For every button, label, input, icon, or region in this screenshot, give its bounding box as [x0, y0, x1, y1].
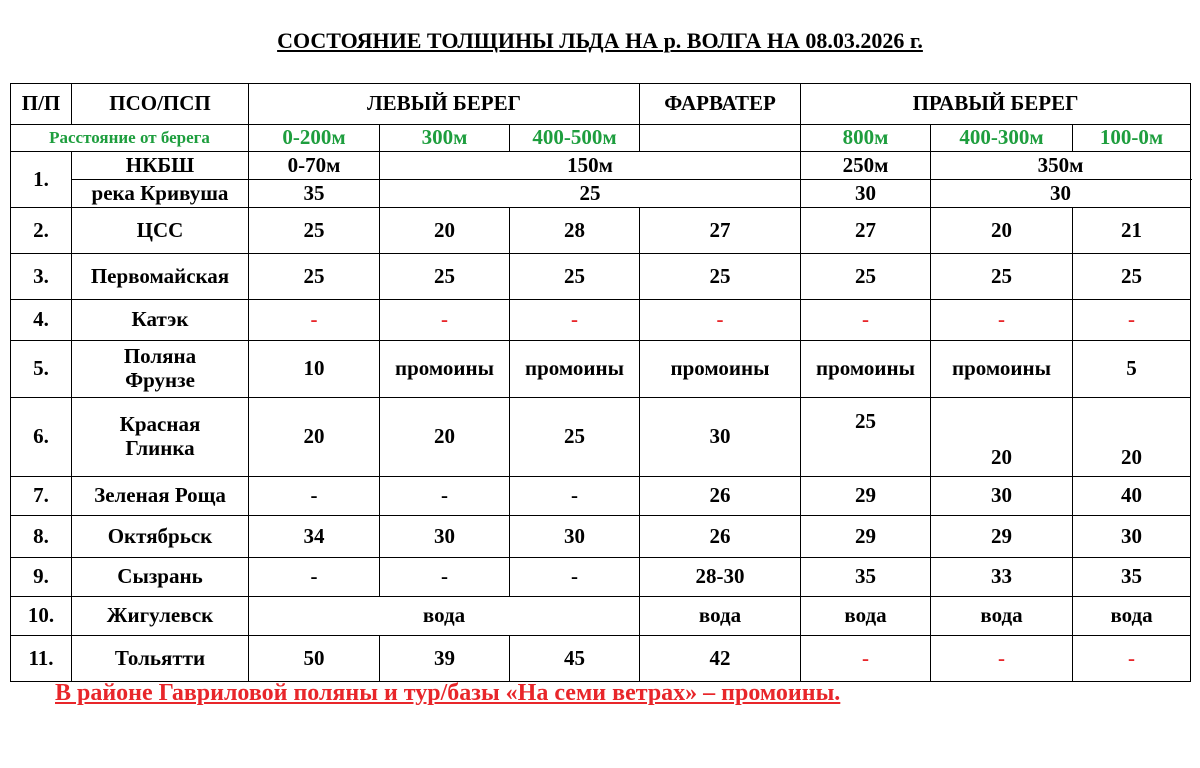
cell: -	[510, 477, 640, 516]
row-number: 8.	[11, 516, 72, 558]
distance-cell	[640, 125, 801, 152]
station-name	[72, 341, 249, 398]
cell: 30	[801, 180, 931, 208]
row-number: 5.	[11, 341, 72, 398]
table-row	[11, 597, 1191, 636]
table-row	[11, 254, 1191, 300]
station-name: Октябрьск	[72, 516, 249, 558]
cell: 33	[931, 558, 1073, 597]
cell: промоины	[380, 341, 510, 398]
station-name: Сызрань	[72, 558, 249, 597]
header-pso: ПСО/ПСП	[72, 84, 249, 125]
row-number: 7.	[11, 477, 72, 516]
cell: 30	[931, 180, 1191, 208]
cell: 50	[249, 636, 380, 682]
header-row	[11, 84, 1191, 125]
cell: 21	[1073, 208, 1191, 254]
table-row	[11, 516, 1191, 558]
distance-cell: 400-500м	[510, 125, 640, 152]
distance-cell: 400-300м	[931, 125, 1073, 152]
table-row	[11, 398, 1191, 477]
station-name-line: Глинка	[125, 436, 195, 460]
cell: 25	[801, 398, 931, 477]
row-number: 11.	[11, 636, 72, 682]
cell: 30	[640, 398, 801, 477]
station-name: Жигулевск	[72, 597, 249, 636]
cell: 20	[380, 208, 510, 254]
station-name: Зеленая Роща	[72, 477, 249, 516]
cell: 35	[249, 180, 380, 208]
station-name-line: Красная	[119, 412, 201, 437]
cell: 25	[801, 254, 931, 300]
cell: вода	[801, 597, 931, 636]
cell: -	[510, 558, 640, 597]
cell: 30	[510, 516, 640, 558]
row-number: 3.	[11, 254, 72, 300]
cell: -	[1073, 300, 1191, 341]
cell: 35	[1073, 558, 1191, 597]
distance-cell: 800м	[801, 125, 931, 152]
cell: -	[380, 477, 510, 516]
cell: 10	[249, 341, 380, 398]
cell: 25	[931, 254, 1073, 300]
cell: 40	[1073, 477, 1191, 516]
cell: 250м	[801, 152, 931, 180]
cell: 26	[640, 516, 801, 558]
cell: вода	[931, 597, 1073, 636]
cell: -	[510, 300, 640, 341]
distance-cell: 300м	[380, 125, 510, 152]
cell: 25	[510, 254, 640, 300]
cell: 42	[640, 636, 801, 682]
cell: 26	[640, 477, 801, 516]
header-num: П/П	[11, 84, 72, 125]
row-number: 1.	[11, 152, 72, 208]
cell: 25	[249, 208, 380, 254]
cell: промоины	[801, 341, 931, 398]
distance-cell: 0-200м	[249, 125, 380, 152]
cell: 20	[931, 398, 1073, 477]
cell: 25	[1073, 254, 1191, 300]
table-row	[11, 152, 1191, 180]
station-name: НКБШ	[72, 152, 249, 180]
station-name: ЦСС	[72, 208, 249, 254]
warning-note: В районе Гавриловой поляны и тур/базы «На семи ветрах» – промоины.	[55, 680, 841, 706]
header-right-bank: ПРАВЫЙ БЕРЕГ	[801, 84, 1191, 125]
ice-thickness-table	[10, 83, 1191, 682]
cell: -	[1073, 636, 1191, 682]
table-row	[11, 636, 1191, 682]
station-name	[72, 398, 249, 477]
table-row	[11, 341, 1191, 398]
cell: вода	[640, 597, 801, 636]
cell: 30	[380, 516, 510, 558]
cell: 27	[640, 208, 801, 254]
header-left-bank: ЛЕВЫЙ БЕРЕГ	[249, 84, 640, 125]
cell: вода	[249, 597, 640, 636]
distance-row	[11, 125, 1191, 152]
cell: 29	[931, 516, 1073, 558]
cell: -	[640, 300, 801, 341]
cell: -	[249, 558, 380, 597]
cell: 20	[249, 398, 380, 477]
distance-cell: 100-0м	[1073, 125, 1191, 152]
cell: 25	[380, 254, 510, 300]
cell: 29	[801, 516, 931, 558]
cell: 34	[249, 516, 380, 558]
table-row	[11, 558, 1191, 597]
cell: промоины	[640, 341, 801, 398]
cell: 20	[380, 398, 510, 477]
row-number: 4.	[11, 300, 72, 341]
table-row	[11, 180, 1191, 208]
cell: -	[380, 558, 510, 597]
cell: -	[801, 300, 931, 341]
table-row	[11, 477, 1191, 516]
row-number: 10.	[11, 597, 72, 636]
cell: 350м	[931, 152, 1191, 180]
distance-label: Расстояние от берега	[11, 125, 249, 152]
cell: 27	[801, 208, 931, 254]
cell: 35	[801, 558, 931, 597]
cell: -	[249, 300, 380, 341]
cell: 45	[510, 636, 640, 682]
station-name: река Кривуша	[72, 180, 249, 208]
header-fairway: ФАРВАТЕР	[640, 84, 801, 125]
cell: промоины	[510, 341, 640, 398]
cell: 25	[510, 398, 640, 477]
cell: 25	[640, 254, 801, 300]
row-number: 9.	[11, 558, 72, 597]
cell: 20	[931, 208, 1073, 254]
station-name: Катэк	[72, 300, 249, 341]
page-title: СОСТОЯНИЕ ТОЛЩИНЫ ЛЬДА НА р. ВОЛГА НА 08.03.2026 г.	[277, 28, 923, 53]
station-name: Тольятти	[72, 636, 249, 682]
station-name-line: Поляна	[123, 344, 197, 369]
station-name-line: Фрунзе	[125, 368, 195, 392]
cell: 28	[510, 208, 640, 254]
cell: 150м	[380, 152, 801, 180]
cell: -	[249, 477, 380, 516]
table-row	[11, 208, 1191, 254]
cell: 0-70м	[249, 152, 380, 180]
cell: -	[801, 636, 931, 682]
cell: вода	[1073, 597, 1191, 636]
cell: промоины	[931, 341, 1073, 398]
cell: 25	[249, 254, 380, 300]
cell: 30	[931, 477, 1073, 516]
station-name: Первомайская	[72, 254, 249, 300]
cell: 29	[801, 477, 931, 516]
cell: 28-30	[640, 558, 801, 597]
row-number: 2.	[11, 208, 72, 254]
table-row	[11, 300, 1191, 341]
cell: 20	[1073, 398, 1191, 477]
cell: 39	[380, 636, 510, 682]
cell: -	[380, 300, 510, 341]
cell: 5	[1073, 341, 1191, 398]
cell: -	[931, 636, 1073, 682]
cell: 25	[380, 180, 801, 208]
row-number: 6.	[11, 398, 72, 477]
cell: 30	[1073, 516, 1191, 558]
cell: -	[931, 300, 1073, 341]
